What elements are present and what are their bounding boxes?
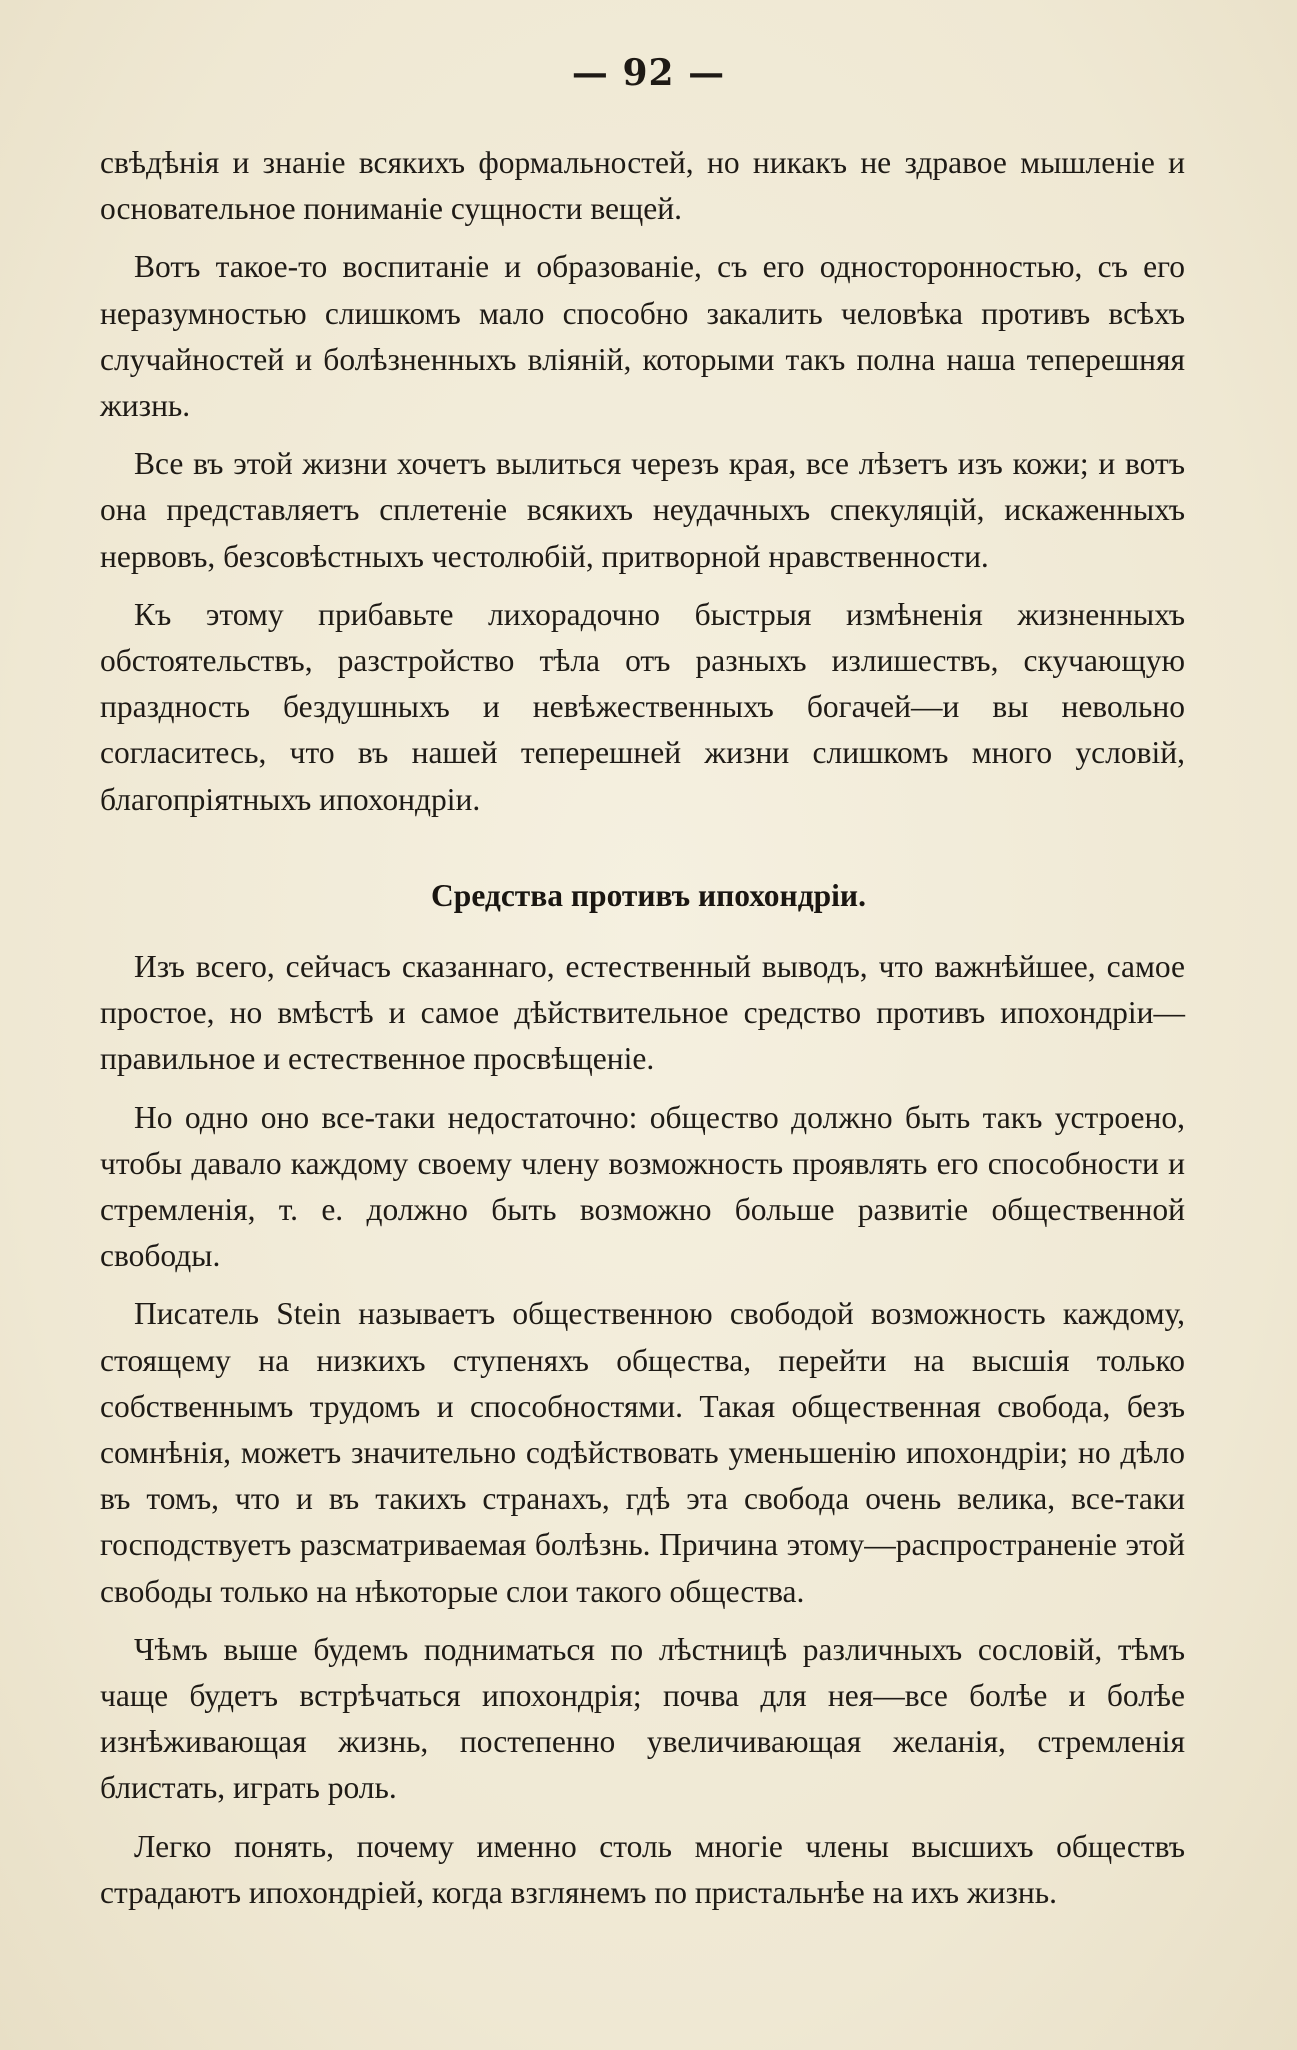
page-number: — 92 — <box>571 52 726 94</box>
paragraph: Писатель Stein называетъ общественною свободой возможность каждому, стоящему на низкихъ ступеняхъ общества, перейти на высшія только собственнымъ трудомъ и способностями. Такая общественная свобода, безъ сомнѣнія, можетъ значительно содѣйствовать уменьшенію ипохондріи; но дѣло въ томъ, что и въ такихъ странахъ, гдѣ эта свобода очень велика, все-таки господствуетъ разсматриваемая болѣзнь. Причина этому—распространеніе этой свободы только на нѣкоторые слои такого общества. <box>100 1296 1185 1609</box>
paragraph: Къ этому прибавьте лихорадочно быстрыя измѣненія жизненныхъ обстоятельствъ, разстройство тѣла отъ разныхъ излишествъ, скучающую праздность бездушныхъ и невѣжественныхъ богачей—и вы невольно согласитесь, что въ нашей теперешней жизни слишкомъ много условій, благопріятныхъ ипохондріи. <box>100 596 1185 817</box>
paragraph: Но одно оно все-таки недостаточно: общество должно быть такъ устроено, чтобы давало каждому своему члену возможность проявлять его способности и стремленія, т. е. должно быть возможно больше развитіе общественной свободы. <box>100 1099 1185 1274</box>
paragraph: Изъ всего, сейчасъ сказаннаго, естественный выводъ, что важнѣйшее, самое простое, но вмѣстѣ и самое дѣйствительное средство противъ ипохондріи—правильное и естественное просвѣщеніе. <box>100 949 1185 1077</box>
paragraph: свѣдѣнія и знаніе всякихъ формальностей, но никакъ не здравое мышленіе и основательное пониманіе сущности вещей. <box>100 145 1185 227</box>
text-block-after-heading <box>100 944 1185 1928</box>
text-block-before-heading <box>100 140 1185 835</box>
paragraph: Вотъ такое-то воспитаніе и образованіе, съ его односторонностью, съ его неразумностью слишкомъ мало способно закалить человѣка противъ всѣхъ случайностей и болѣзненныхъ вліяній, которыми такъ полна наша теперешняя жизнь. <box>100 249 1185 424</box>
paragraph: Легко понять, почему именно столь многіе члены высшихъ обществъ страдаютъ ипохондріей, когда взглянемъ по пристальнѣе на ихъ жизнь. <box>100 1828 1185 1910</box>
section-heading: Средства противъ ипохондріи. <box>431 878 866 913</box>
paragraph: Чѣмъ выше будемъ подниматься по лѣстницѣ различныхъ сословій, тѣмъ чаще будетъ встрѣчаться ипохондрія; почва для нея—все болѣе и болѣе изнѣживающая жизнь, постепенно увеличивающая желанія, стремленія блистать, играть роль. <box>100 1631 1185 1806</box>
paragraph: Все въ этой жизни хочетъ вылиться черезъ края, все лѣзетъ изъ кожи; и вотъ она представляетъ сплетеніе всякихъ неудачныхъ спекуляцій, искаженныхъ нервовъ, безсовѣстныхъ честолюбій, притворной нравственности. <box>100 446 1185 574</box>
